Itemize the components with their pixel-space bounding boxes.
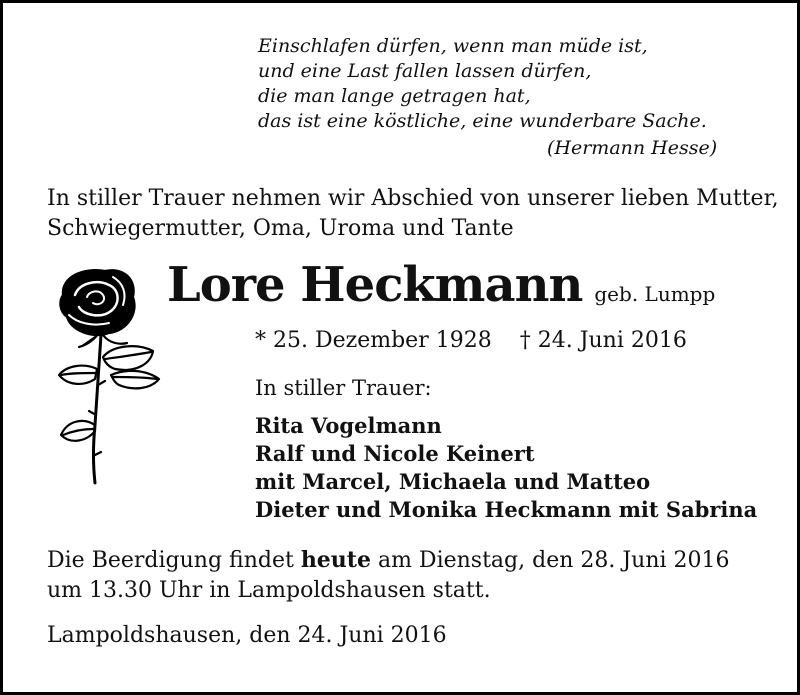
poem-author: (Hermann Hesse) — [547, 137, 718, 159]
mourner-name: Dieter und Monika Heckmann mit Sabrina — [255, 497, 758, 522]
funeral-text: am Dienstag, den 28. Juni 2016 — [370, 548, 730, 573]
maiden-name: geb. Lumpp — [594, 282, 716, 306]
life-dates — [255, 328, 687, 353]
mourners-list — [255, 412, 757, 524]
mourner-name: mit Marcel, Michaela und Matteo — [255, 469, 651, 494]
place-date: Lampoldshausen, den 24. Juni 2016 — [47, 623, 447, 648]
poem-line: und eine Last fallen lassen dürfen, — [258, 60, 592, 82]
rose-icon — [53, 265, 165, 487]
mourner-name: Ralf und Nicole Keinert — [255, 441, 535, 466]
mourner-name: Rita Vogelmann — [255, 413, 442, 438]
birth-date: * 25. Dezember 1928 — [255, 328, 492, 353]
intro-line: In stiller Trauer nehmen wir Abschied von unserer lieben Mutter, — [47, 186, 779, 211]
intro-line: Schwiegermutter, Oma, Uroma und Tante — [47, 216, 514, 241]
poem — [258, 34, 707, 134]
poem-line: Einschlafen dürfen, wenn man müde ist, — [258, 35, 648, 57]
death-date: † 24. Juni 2016 — [519, 328, 687, 353]
deceased-name-row — [167, 257, 715, 313]
funeral-info — [47, 545, 730, 606]
poem-line: die man lange getragen hat, — [258, 85, 531, 107]
funeral-text: Die Beerdigung findet — [47, 548, 301, 573]
funeral-emphasis: heute — [300, 547, 371, 573]
mourners-heading: In stiller Trauer: — [255, 376, 432, 400]
intro-text — [47, 184, 779, 244]
funeral-line — [47, 545, 730, 576]
poem-line: das ist eine köstliche, eine wunderbare Sache. — [258, 110, 707, 132]
funeral-line: um 13.30 Uhr in Lampoldshausen statt. — [47, 578, 491, 603]
deceased-name: Lore Heckmann — [167, 257, 583, 313]
